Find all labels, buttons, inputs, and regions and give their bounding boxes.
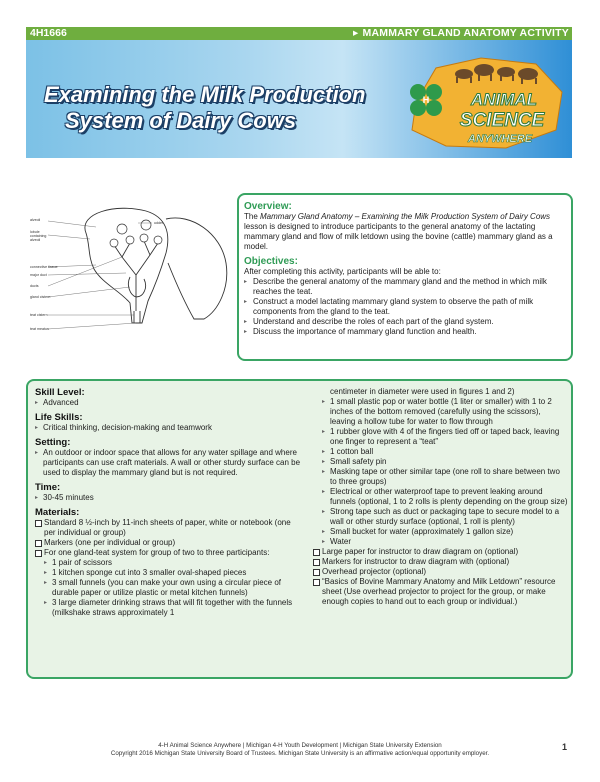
material-checkbox-item: Standard 8 ½-inch by 11-inch sheets of paper, white or notebook (one per individual or group) (35, 518, 302, 538)
label-alveoli: alveoli (30, 218, 41, 222)
details-left-column (35, 387, 302, 618)
logo-word-1: ANIMAL (470, 90, 538, 109)
overview-text: The Mammary Gland Anatomy – Examining the Milk Production System of Dairy Cows lesson is designed to introduce participants to the general anatomy of the lactating mammary gland and flow of milk letdown using the bovine (cattle) mammary gland as a model. (244, 212, 553, 251)
material-checkbox-item: Large paper for instructor to draw diagram on (optional) (313, 547, 568, 557)
material-checkbox-item: Markers (one per individual or group) (35, 538, 302, 548)
material-subitem: ▸ Small bucket for water (approximately 1 gallon size) (322, 527, 568, 537)
materials-heading: Materials: (35, 507, 80, 518)
overview-heading: Overview: (244, 201, 292, 212)
material-subitem: ▸ Electrical or other waterproof tape to prevent leaking around funnels (optional, 1 to 2 rolls is plenty depending on the group size) (322, 487, 568, 507)
title-line-2: System of Dairy Cows (65, 108, 297, 133)
material-subitem: ▸ Small safety pin (322, 457, 568, 467)
activity-label: ▸ MAMMARY GLAND ANATOMY ACTIVITY (353, 27, 569, 40)
logo-word-2: SCIENCE (459, 110, 545, 131)
life-skills-value: ▸ Critical thinking, decision-making and teamwork (35, 423, 302, 433)
material-subitem: ▸ 3 small funnels (you can make your own using a circular piece of durable paper or utilize plastic or metal kitchen funnels) (44, 578, 302, 598)
objective-item: ▸ Construct a model lactating mammary gland system to observe the path of milk components from the gland to the teat. (244, 297, 564, 317)
label-udder: udder (154, 221, 164, 225)
mammary-gland-diagram (26, 193, 232, 341)
objectives-heading: Objectives: (244, 256, 298, 267)
skill-level-heading: Skill Level: (35, 387, 85, 398)
objective-item: ▸ Understand and describe the roles of each part of the gland system. (244, 317, 564, 327)
page-title (44, 82, 365, 134)
objective-item: ▸ Describe the general anatomy of the mammary gland and the method in which milk reaches the teat. (244, 277, 564, 297)
material-subitem: ▸ Strong tape such as duct or packaging tape to secure model to a wall or other sturdy surface (optional, 1 roll is plenty) (322, 507, 568, 527)
material-subitem: ▸ 1 pair of scissors (44, 558, 302, 568)
label-lobule: lobule containing alveoli (30, 230, 47, 242)
material-checkbox-item: Overhead projector (optional) (313, 567, 568, 577)
label-ducts: ducts (30, 284, 39, 288)
logo-word-3: ANYWHERE (467, 133, 533, 145)
svg-text:H: H (422, 95, 430, 105)
label-teat-cistern: teat cistern (30, 313, 48, 317)
material-checkbox-item: Markers for instructor to draw diagram with (optional) (313, 557, 568, 567)
objectives-intro: After completing this activity, participants will be able to: (244, 267, 441, 276)
time-heading: Time: (35, 482, 61, 493)
lesson-title-italic: Mammary Gland Anatomy – Examining the Milk Production System of Dairy Cows (260, 212, 551, 221)
material-subitem: ▸ 1 cotton ball (322, 447, 568, 457)
animal-science-anywhere-logo (386, 50, 568, 154)
page-number: 1 (562, 742, 568, 752)
time-value: ▸ 30-45 minutes (35, 493, 302, 503)
title-banner (26, 40, 572, 158)
header-bar (26, 27, 572, 40)
skill-level-value: ▸ Advanced (35, 398, 302, 408)
objective-item: ▸ Discuss the importance of mammary gland function and health. (244, 327, 564, 337)
details-box (26, 379, 573, 679)
material-subitem: ▸ 1 kitchen sponge cut into 3 smaller oval-shaped pieces (44, 568, 302, 578)
material-checkbox-item: “Basics of Bovine Mammary Anatomy and Milk Letdown” resource sheet (Use overhead projector to project for the group, or make enough copies to hand out to each group or individual.) (313, 577, 568, 607)
material-subitem: ▸ 1 rubber glove with 4 of the fingers tied off or taped back, leaving one finger to represent a “teat” (322, 427, 568, 447)
material-subitem: ▸ 3 large diameter drinking straws that will fit together with the funnels (milkshake straws approximately 1 (44, 598, 302, 618)
footer-line-1: 4-H Animal Science Anywhere | Michigan 4-H Youth Development | Michigan State University Extension (158, 742, 442, 749)
material-subitem: ▸ 1 small plastic pop or water bottle (1 liter or smaller) with 1 to 2 inches of the bottom removed (carefully using the scissors), leaving a hollow tube for water to flow through (322, 397, 568, 427)
document-code: 4H1666 (30, 27, 67, 39)
life-skills-heading: Life Skills: (35, 412, 83, 423)
title-line-1: Examining the Milk Production (44, 82, 366, 107)
footer-copyright: Copyright 2016 Michigan State University Board of Trustees. Michigan State University is an affirmative action/equal opportunity employer. (110, 750, 490, 757)
label-major-duct: major duct (30, 273, 47, 277)
overview-box (237, 193, 573, 361)
label-connective-tissue: connective tissue (30, 265, 58, 269)
label-teat-meatus: teat meatus (30, 327, 49, 331)
details-right-column (313, 387, 568, 607)
setting-heading: Setting: (35, 437, 71, 448)
material-subitem: ▸ Water (322, 537, 568, 547)
material-checkbox-item: For one gland-teat system for group of two to three participants: (35, 548, 302, 558)
material-subitem-continued: centimeter in diameter were used in figures 1 and 2) (330, 387, 515, 396)
label-gland-cistern: gland cistern (30, 295, 51, 299)
setting-value: ▸ An outdoor or indoor space that allows for any water spillage and where participants can use craft materials. A wall or other sturdy surface can be used to display the mammary gland but is not required. (35, 448, 302, 478)
page-footer (40, 742, 560, 758)
material-subitem: ▸ Masking tape or other similar tape (one roll to share between two to three groups) (322, 467, 568, 487)
